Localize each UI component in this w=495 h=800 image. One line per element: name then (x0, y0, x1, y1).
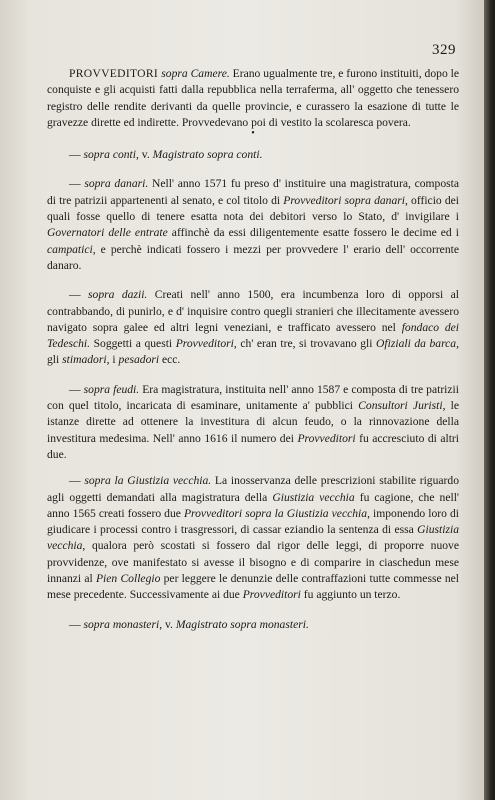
italic-term: campatici (47, 242, 93, 256)
text-run: , imponendo loro di giudicare i processi contro i trasgressori, di cassar eziandio la sentenza di essa (47, 506, 459, 537)
text-run: Erano ugualmente tre, e furono instituiti, dopo le conquiste e gli acquisti fatti dalla repubblica nella terraferma, all' oggetto che tenessero registro delle rendite derivanti da quelle provincie, e curassero la esazione di tutte le gravezze dirette ed indirette. Provvedevano poi di vestito la scolaresca povera. (47, 67, 460, 129)
page-gutter-shadow (484, 0, 495, 800)
text-run: — (69, 148, 84, 162)
text-run: fu accresciuto di altri due. (47, 431, 460, 461)
italic-term: Provveditori (297, 431, 356, 445)
text-run: , v. (136, 148, 153, 162)
bullet-mark: • (251, 128, 255, 140)
text-run: Era magistratura, instituita nell' anno 1587 e composta di tre patrizii con quel titolo, incaricata di esaminare, unitamente a' pubblici (47, 382, 459, 413)
text-run: ecc. (159, 353, 181, 367)
italic-term: sopra Camere. (161, 67, 230, 80)
text-run: per leggere le denunzie delle contraffazioni tutte commesse nel mese precedente. Successivamente ai due (47, 572, 460, 602)
italic-term: Provveditori (242, 588, 301, 602)
text-run: Nell' anno 1571 fu preso d' instituire una magistratura, composta di tre patrizii appartenenti al senato, e col titolo di (47, 177, 460, 207)
entry-paragraph (47, 147, 459, 163)
italic-term: Provveditori sopra la Giustizia vecchia (183, 506, 368, 520)
italic-term: sopra dazii. (88, 288, 148, 302)
italic-term: Consultori Juristi (358, 399, 443, 413)
italic-term: Provveditori (175, 337, 234, 351)
text-run: — (69, 382, 84, 396)
text-run: Creati nell' anno 1500, era incumbenza loro di opporsi al contrabbando, di punirlo, e d' inquisire contro quegli stranieri che illecitamente avessero navigato sopra galee ed altri legni veneziani, e trafficato avessero nel (47, 288, 460, 334)
italic-term: sopra conti (83, 148, 136, 162)
text-run: affinchè da essi diligentemente esatte fossero le decime ed i (167, 226, 459, 240)
text-run: fu aggiunto un terzo. (300, 588, 401, 602)
italic-term: sopra monasteri (83, 617, 160, 631)
entry-paragraph (47, 382, 459, 463)
entry-paragraph (47, 66, 459, 131)
entry-paragraph (47, 176, 459, 274)
italic-term: Magistrato sopra monasteri. (175, 617, 309, 631)
italic-term: sopra feudi. (83, 382, 140, 396)
text-run: La inosservanza delle prescrizioni stabilite riguardo agli oggetti demandati alla magistratura della (47, 474, 459, 504)
text-run: — (69, 474, 85, 488)
text-run: Soggetti a questi (90, 337, 176, 351)
italic-term: Pien Collegio (95, 572, 161, 586)
text-run: , v. (159, 617, 176, 631)
italic-term: Giustizia vecchia (272, 490, 355, 504)
entry-paragraph (47, 287, 459, 368)
text-run: , gli (47, 337, 460, 367)
text-run: , ch' eran tre, si trovavano gli (233, 337, 377, 351)
text-run: , e perchè indicati fossero i mezzi per provvedere l' erario dell' occorrente danaro. (47, 242, 459, 272)
text-run: , le istanze dirette ad ottenere la investitura di alcun feudo, o la rinnovazione della investitura medesima. Nell' anno 1616 il numero dei (47, 399, 459, 445)
italic-term: Provveditori sopra danari (283, 193, 405, 207)
text-run: , i (106, 353, 119, 367)
italic-term: Ofiziali da barca (376, 337, 457, 351)
italic-term: stimadori (62, 353, 107, 367)
text-run: — (69, 288, 89, 302)
entry-heading: PROVVEDITORI (69, 67, 162, 80)
italic-term: pesadori (118, 353, 160, 367)
entry-paragraph (47, 617, 459, 633)
page-body (47, 66, 459, 633)
italic-term: Giustizia vecchia (47, 523, 459, 553)
italic-term: fondaco dei Tedeschi. (47, 320, 459, 351)
italic-term: sopra danari. (84, 177, 149, 191)
entry-paragraph (47, 473, 459, 603)
page-number: 329 (432, 42, 456, 58)
text-run: — (69, 177, 85, 191)
italic-term: Magistrato sopra conti. (152, 148, 263, 162)
text-run: , officio dei quali fosse quello di tenere esatta nota dei debitori verso lo Stato, d' invigilare i (47, 193, 459, 224)
text-run: — (69, 617, 84, 631)
italic-term: Governatori delle entrate (47, 226, 168, 240)
text-run: fu cagione, che nell' anno 1565 creati fossero due (47, 490, 460, 520)
italic-term: sopra la Giustizia vecchia. (84, 474, 212, 488)
text-run: , qualora però scostati si fossero dal rigor delle leggi, di proporre nuove provvidenze, ove manifestato si avesse il bisogno e di comparire in ciaschedun mese innanzi al (47, 539, 459, 586)
